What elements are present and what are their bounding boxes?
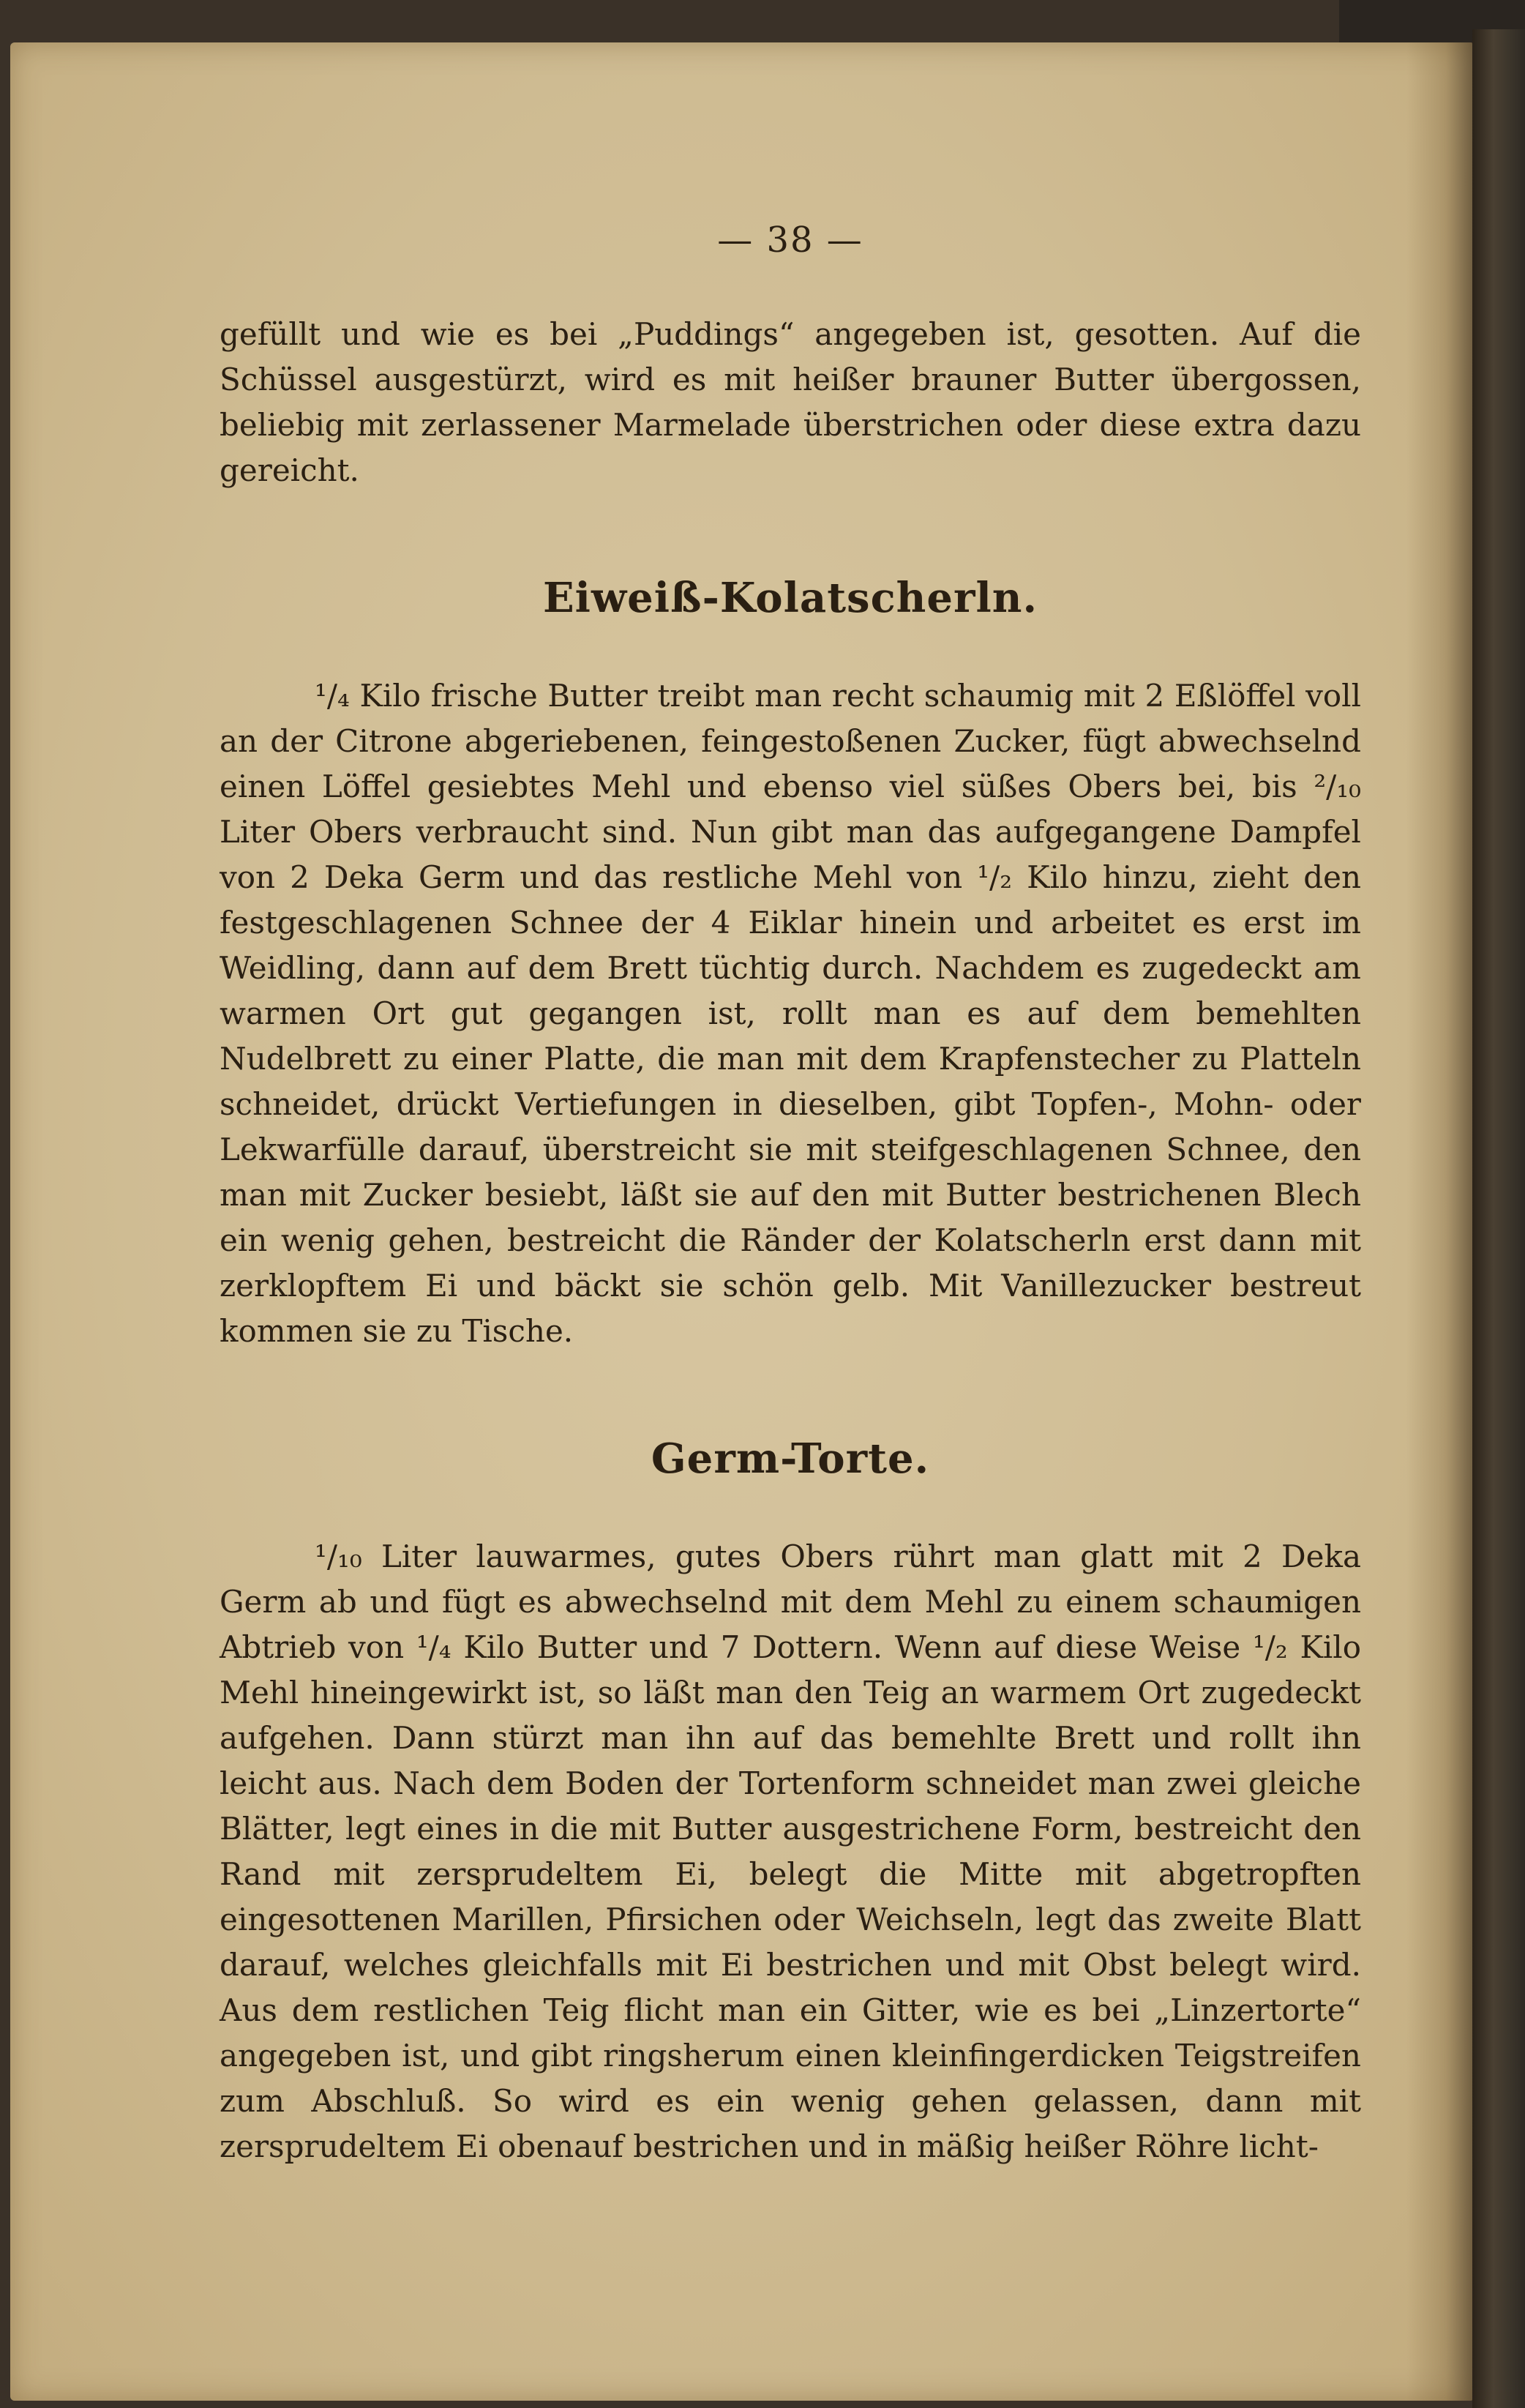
page-gutter-shadow [1406,42,1472,2401]
book-spine-edge [1472,29,1525,2408]
page-number: — 38 — [717,220,863,261]
recipe-title-eiweiss-kolatscherln: Eiweiß-Kolatscherln. [542,574,1038,622]
recipe-text-eiweiss-kolatscherln: ¹/₄ Kilo frische Butter treibt man recht schaumig mit 2 Eßlöffel voll an der Citrone abgeriebenen, feingestoßenen Zucker, fügt abwechselnd einen Löffel gesiebtes Mehl und ebenso viel süßes Obers bei, bis ²/₁₀ Liter Obers verbraucht sind. Nun gibt man das aufgegangene Dampfel von 2 Deka Germ und das restliche Mehl von ¹/₂ Kilo hinzu, zieht den festgeschlagenen Schnee der 4 Eiklar hinein und arbeitet es erst im Weidling, dann auf dem Brett tüchtig durch. Nachdem es zugedeckt am warmen Ort gut gegangen ist, rollt man es auf dem bemehlten Nudelbrett zu einer Platte, die man mit dem Krapfenstecher zu Platteln schneidet, drückt Vertiefungen in dieselben, gibt Topfen-, Mohn- oder Lekwarfülle darauf, überstreicht sie mit steifgeschlagenen Schnee, den man mit Zucker besiebt, läßt sie auf den mit Butter bestrichenen Blech ein wenig gehen, bestreicht die Ränder der Kolatscherln erst dann mit zerklopftem Ei und bäckt sie schön gelb. Mit Vanillezucker bestreut kommen sie zu Tische. [220,678,1361,1349]
recipe-title-germ-torte: Germ-Torte. [651,1435,930,1483]
recipe-text-germ-torte: ¹/₁₀ Liter lauwarmes, gutes Obers rührt man glatt mit 2 Deka Germ ab und fügt es abwechselnd mit dem Mehl zu einem schaumigen Abtrieb von ¹/₄ Kilo Butter und 7 Dottern. Wenn auf diese Weise ¹/₂ Kilo Mehl hineingewirkt ist, so läßt man den Teig an warmem Ort zugedeckt aufgehen. Dann stürzt man ihn auf das bemehlte Brett und rollt ihn leicht aus. Nach dem Boden der Tortenform schneidet man zwei gleiche Blätter, legt eines in die mit Butter ausgestrichene Form, bestreicht den Rand mit zersprudeltem Ei, belegt die Mitte mit abgetropften eingesottenen Marillen, Pfirsichen oder Weichseln, legt das zweite Blatt darauf, welches gleichfalls mit Ei bestrichen und mit Obst belegt wird. Aus dem restlichen Teig flicht man ein Gitter, wie es bei „Linzertorte“ angegeben ist, und gibt ringsherum einen kleinfingerdicken Teigstreifen zum Abschluß. So wird es ein wenig gehen gelassen, dann mit zersprudeltem Ei obenauf bestrichen und in mäßig heißer Röhre licht- [220,1538,1361,2164]
intro-paragraph: gefüllt und wie es bei „Puddings“ angegeben ist, gesotten. Auf die Schüssel ausgestürzt, wird es mit heißer brauner Butter übergossen, beliebig mit zerlassener Marmelade überstrichen oder diese extra dazu gereicht. [220,316,1361,488]
page-text [220,220,1361,2169]
